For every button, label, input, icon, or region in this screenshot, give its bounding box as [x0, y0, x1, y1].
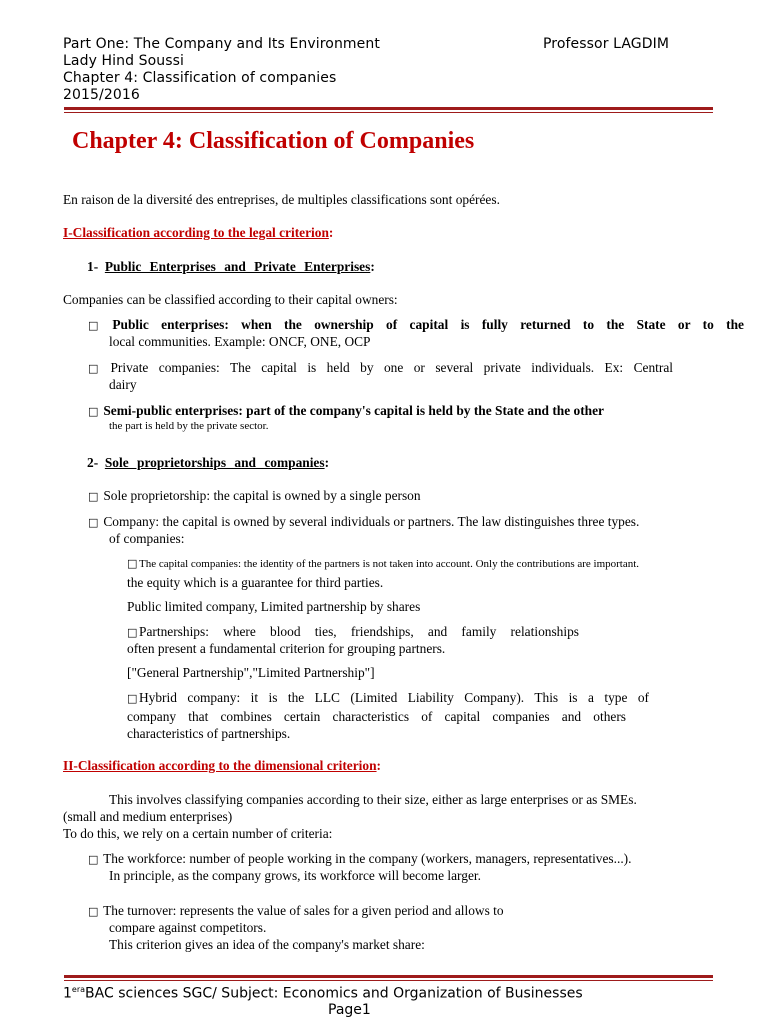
- header-part: Part One: The Company and Its Environment: [63, 36, 380, 52]
- section1-heading: I-Classification according to the legal criterion:: [63, 225, 334, 240]
- hybrid-line2: company that combines certain characteristics of capital companies and others: [127, 709, 626, 724]
- bullet-workforce-line1: □ The workforce: number of people working in the company (workers, managers, representatives...).: [88, 851, 632, 866]
- capital-companies-line1: □ The capital companies: the identity of the partners is not taken into account. Only the contributions are important.: [127, 557, 640, 570]
- checkbox-bullet-icon: □: [127, 626, 138, 639]
- section2-heading: II-Classification according to the dimensional criterion:: [63, 758, 382, 773]
- sub2-number: 2-: [87, 455, 99, 470]
- checkbox-bullet-icon: □: [88, 905, 99, 918]
- hybrid-line3: characteristics of partnerships.: [127, 726, 291, 741]
- intro-text: En raison de la diversité des entreprises, de multiples classifications sont opérées.: [63, 192, 500, 207]
- bullet-company-line2: of companies:: [109, 531, 185, 546]
- checkbox-bullet-icon: □: [127, 557, 138, 570]
- bullet-semipublic-line1: □ Semi-public enterprises: part of the company's capital is held by the State and the other: [88, 403, 605, 418]
- footer-rule-thin: [64, 980, 713, 981]
- hybrid-line1: □ Hybrid company: it is the LLC (Limited Liability Company). This is a type of: [127, 690, 649, 705]
- header-chapter: Chapter 4: Classification of companies: [63, 70, 337, 86]
- footer-page-number: Page1: [328, 1002, 371, 1018]
- sub2-label: Sole proprietorships and companies: [104, 455, 325, 470]
- sub1-number: 1-: [87, 259, 99, 274]
- footer-rule-thick: [64, 975, 713, 978]
- checkbox-bullet-icon: □: [127, 692, 138, 705]
- header-rule-thin: [64, 112, 713, 113]
- header-year: 2015/2016: [63, 87, 140, 103]
- checkbox-bullet-icon: □: [88, 319, 99, 332]
- checkbox-bullet-icon: □: [88, 853, 99, 866]
- checkbox-bullet-icon: □: [88, 362, 99, 375]
- header-rule-thick: [64, 107, 713, 110]
- sub2-heading: 2- Sole proprietorships and companies:: [87, 455, 330, 470]
- section2-p1-line3: To do this, we rely on a certain number of criteria:: [63, 826, 333, 841]
- section2-p1-line1: This involves classifying companies according to their size, either as large enterprises or as SMEs.: [109, 792, 637, 807]
- sub1-heading: 1- Public Enterprises and Private Enterprises:: [87, 259, 375, 274]
- partnerships-examples: ["General Partnership","Limited Partnership"]: [127, 665, 375, 680]
- bullet-turnover-line1: □ The turnover: represents the value of sales for a given period and allows to: [88, 903, 504, 918]
- bullet-turnover-line3: This criterion gives an idea of the company's market share:: [109, 937, 425, 952]
- partnerships-line2: often present a fundamental criterion for grouping partners.: [127, 641, 446, 656]
- header-professor: Professor LAGDIM: [543, 36, 670, 52]
- sub1-lead: Companies can be classified according to their capital owners:: [63, 292, 398, 307]
- bullet-turnover-line2: compare against competitors.: [109, 920, 267, 935]
- bullet-workforce-line2: In principle, as the company grows, its workforce will become larger.: [109, 868, 481, 883]
- bullet-company-line1: □ Company: the capital is owned by several individuals or partners. The law distinguishes three types.: [88, 514, 640, 529]
- bullet-semipublic-line2: the part is held by the private sector.: [109, 420, 269, 432]
- bullet-public-line1: □ Public enterprises: when the ownership of capital is fully returned to the State or to the: [88, 317, 744, 332]
- page-title: Chapter 4: Classification of Companies: [72, 128, 475, 154]
- checkbox-bullet-icon: □: [88, 516, 99, 529]
- checkbox-bullet-icon: □: [88, 490, 99, 503]
- partnerships-line1: □ Partnerships: where blood ties, friendships, and family relationships: [127, 624, 579, 639]
- bullet-public-line2: local communities. Example: ONCF, ONE, OCP: [109, 334, 371, 349]
- bullet-private-line2: dairy: [109, 377, 137, 392]
- section2-p1-line2: (small and medium enterprises): [63, 809, 233, 824]
- capital-companies-line2: the equity which is a guarantee for third parties.: [127, 575, 384, 590]
- capital-companies-examples: Public limited company, Limited partnership by shares: [127, 599, 421, 614]
- bullet-sole: □ Sole proprietorship: the capital is owned by a single person: [88, 488, 421, 503]
- footer-text: $1^{era}BAC$ sciences SGC/ Subject: Economics and Organization of Businesses: [63, 985, 583, 1002]
- sub1-label: Public Enterprises and Private Enterprises: [104, 259, 371, 274]
- checkbox-bullet-icon: □: [88, 405, 99, 418]
- header-author: Lady Hind Soussi: [63, 53, 185, 69]
- bullet-private-line1: □ Private companies: The capital is held by one or several private individuals. Ex: Central: [88, 360, 673, 375]
